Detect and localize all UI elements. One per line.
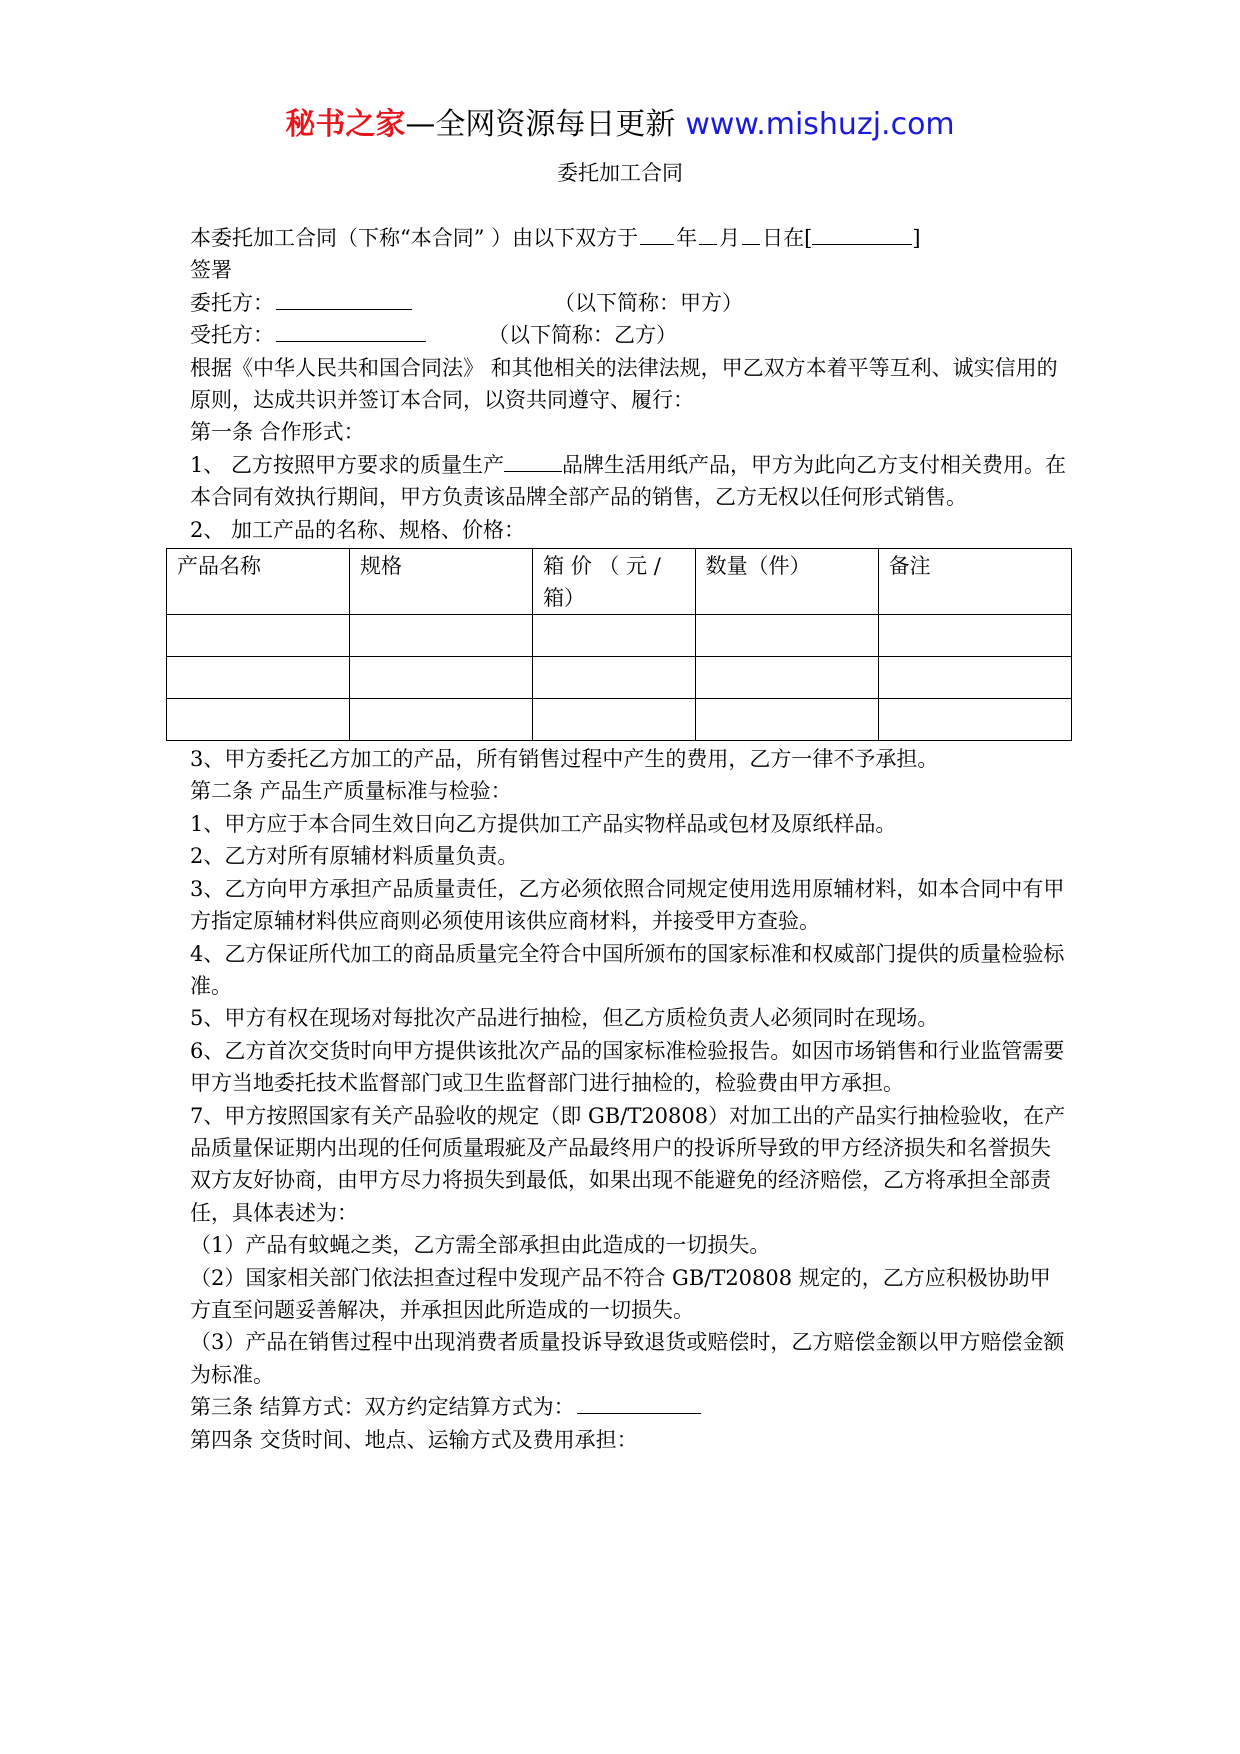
banner-slogan: —全网资源每日更新 — [405, 107, 676, 142]
intro-sign: 签署 — [190, 258, 232, 283]
article-2-item: 6、乙方首次交货时向甲方提供该批次产品的国家标准检验报告。如因市场销售和行业监管需要甲方当地委托技术监督部门或卫生监督部门进行抽检的，检验费由甲方承担。 — [190, 1038, 1065, 1096]
article-2-subitem: （2）国家相关部门依法担查过程中发现产品不符合 GB/T20808 规定的，乙方应积极协助甲方直至问题妥善解决，并承担因此所造成的一切损失。 — [190, 1265, 1051, 1322]
article-2-subitem: （1）产品有蚊蝇之类，乙方需全部承担由此造成的一切损失。 — [190, 1233, 771, 1258]
header-spec: 规格 — [350, 549, 533, 615]
item-1-text-b: 品牌生活用纸产品，甲方为此向乙方支付相关费用。在本合同有效执行期间，甲方负责该品牌全部产品的销售，乙方无权以任何形式销售。 — [190, 452, 1067, 510]
basis-paragraph: 根据《中华人民共和国合同法》 和其他相关的法律法规，甲乙双方本着平等互利、诚实信用的原则，达成共识并签订本合同，以资共同遵守、履行： — [190, 355, 1058, 413]
article-2-item: 2、乙方对所有原辅材料质量负责。 — [190, 844, 519, 869]
header-box-price: 箱 价 （ 元 / 箱） — [533, 549, 696, 615]
article-1-heading: 第一条 合作形式： — [190, 420, 365, 445]
intro-bracket: ] — [912, 226, 921, 250]
article-2-item: 3、乙方向甲方承担产品质量责任，乙方必须依照合同规定使用选用原辅材料，如本合同中有甲方指定原辅材料供应商则必须使用该供应商材料，并接受甲方查验。 — [190, 876, 1065, 934]
blank-day — [742, 222, 760, 245]
contractor-line — [190, 319, 1070, 351]
document-body — [177, 222, 1070, 1456]
article-3-text: 第三条 结算方式：双方约定结算方式为： — [190, 1395, 575, 1420]
blank-year — [640, 222, 674, 245]
header-remarks: 备注 — [878, 549, 1071, 615]
blank-month — [699, 222, 717, 245]
document-title: 委托加工合同 — [557, 161, 683, 185]
client-label: 委托方： — [190, 290, 274, 315]
table-header-row — [167, 549, 1072, 615]
article-1-item-1 — [190, 449, 1070, 514]
article-2-item: 1、甲方应于本合同生效日向乙方提供加工产品实物样品或包材及原纸样品。 — [190, 811, 897, 836]
article-2-subitem: （3）产品在销售过程中出现消费者质量投诉导致退货或赔偿时，乙方赔偿金额以甲方赔偿金额为标准。 — [190, 1330, 1065, 1387]
blank-contractor — [276, 319, 426, 342]
article-2-heading: 第二条 产品生产质量标准与检验： — [190, 779, 512, 804]
banner-brand: 秘书之家 — [285, 107, 406, 142]
article-2-item: 7、甲方按照国家有关产品验收的规定（即 GB/T20808）对加工出的产品实行抽检验收，在产品质量保证期内出现的任何质量瑕疵及产品最终用户的投诉所导致的甲方经济损失和名誉损失双方友好协商，由甲方尽力将损失到最低，如果出现不能避免的经济赔偿，乙方将承担全部责任，具体表述为： — [190, 1103, 1066, 1225]
contractor-note: （以下简称：乙方） — [488, 323, 677, 348]
article-3-heading — [190, 1391, 1070, 1423]
header-quantity: 数量（件） — [695, 549, 878, 615]
table-row — [167, 657, 1072, 699]
article-2-item: 4、乙方保证所代加工的商品质量完全符合中国所颁布的国家标准和权威部门提供的质量检验标准。 — [190, 941, 1065, 998]
blank-brand — [504, 449, 562, 472]
banner-url-link[interactable]: www.mishuzj.com — [685, 107, 955, 142]
item-1-text-a: 1、 乙方按照甲方要求的质量生产 — [190, 452, 505, 477]
article-4-heading: 第四条 交货时间、地点、运输方式及费用承担： — [190, 1427, 638, 1452]
table-row — [167, 699, 1072, 741]
blank-client — [276, 287, 412, 310]
article-1-item-2: 2、 加工产品的名称、规格、价格： — [190, 517, 526, 542]
table-row — [167, 615, 1072, 657]
intro-day: 日在[ — [762, 226, 813, 250]
client-line — [190, 287, 1070, 319]
intro-text: 本委托加工合同（下称“本合同” ）由以下双方于 — [190, 226, 639, 250]
article-2-item: 5、甲方有权在现场对每批次产品进行抽检，但乙方质检负责人必须同时在现场。 — [190, 1006, 939, 1031]
site-banner — [0, 103, 1240, 147]
intro-line — [190, 222, 1070, 254]
client-note: （以下简称：甲方） — [554, 290, 743, 315]
intro-month: 月 — [719, 226, 741, 250]
blank-settlement — [577, 1391, 701, 1414]
blank-place — [812, 222, 912, 245]
article-1-item-3: 3、甲方委托乙方加工的产品，所有销售过程中产生的费用，乙方一律不予承担。 — [190, 747, 939, 772]
intro-year: 年 — [676, 226, 698, 250]
contractor-label: 受托方： — [190, 323, 274, 348]
header-product-name: 产品名称 — [167, 549, 350, 615]
product-spec-table — [166, 548, 1072, 741]
